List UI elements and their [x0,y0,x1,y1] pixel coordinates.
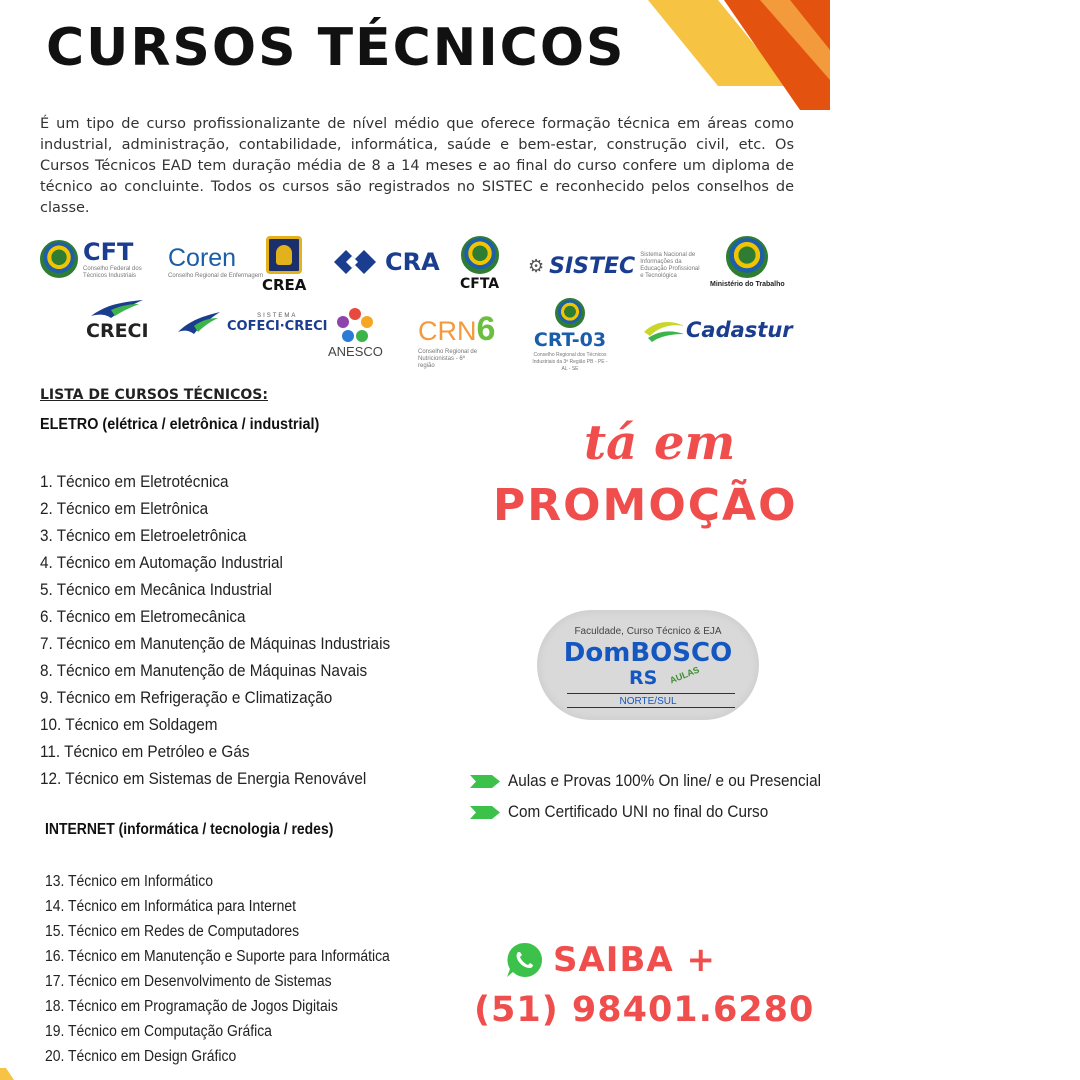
divider [567,693,735,694]
bird-icon [176,310,222,336]
cft-logo [40,238,153,280]
cra-emblem-icon [334,248,380,276]
sistec-label: SISTEC [549,253,636,279]
creci-logo [86,298,149,342]
internet-course-list [45,869,428,1069]
coren-subtitle: Conselho Regional de Enfermagem [168,273,264,279]
decorative-corner [0,1068,14,1080]
cfta-logo [460,236,499,292]
badge-rs: RS [629,667,658,689]
badge-aulas: AULAS [668,664,701,686]
crn-label: CRN [418,316,477,346]
intro-paragraph: É um tipo de curso profissionalizante de nível médio que oferece formação técnica em áreas como industrial, administração, contabilidade, informática, saúde e bem-estar, construção civil, etc. Os Cursos Técnicos EAD tem duração média de 8 a 14 meses e ao final do curso confere um diploma de técnico ao concluinte. Todos os cursos são registrados no SISTEC e reconhecido pelos conselhos de classe. [40,116,794,216]
promo-tagline: tá em [584,415,736,471]
crn-logo [418,310,495,370]
list-item: 2. Técnico em Eletrônica [40,499,209,518]
saiba-mais-label: SAIBA + [553,940,717,980]
ministerio-logo [710,236,785,288]
list-item: 5. Técnico em Mecânica Industrial [40,580,272,599]
badge-region: NORTE/SUL [619,696,677,707]
cra-logo [334,248,440,276]
gear-icon: ⚙ [528,255,545,276]
crea-label: CREA [262,276,307,294]
arrow-right-icon [470,775,500,788]
phone-number[interactable]: (51) 98401.6280 [474,990,815,1030]
crn-subtitle: Conselho Regional de Nutricionistas - 6ª região [418,349,478,369]
cft-label: CFT [83,238,134,266]
page-title: CURSOS TÉCNICOS [46,18,626,78]
crt-label: CRT-03 [533,329,607,351]
dombosco-badge [537,610,759,720]
list-item: 3. Técnico em Eletroeletrônica [40,526,247,545]
saiba-mais-link[interactable] [505,940,716,980]
list-item: 1. Técnico em Eletrotécnica [40,472,229,491]
list-item: 20. Técnico em Design Gráfico [45,1048,237,1065]
list-item: 19. Técnico em Computação Gráfica [45,1023,272,1040]
swoosh-icon [642,318,686,342]
brazil-seal-icon [40,240,78,278]
courses-heading: LISTA DE CURSOS TÉCNICOS: [40,387,268,403]
arrow-right-icon [470,806,500,819]
brazil-seal-icon [555,298,585,328]
crt-logo [530,298,610,373]
cadastur-logo [642,318,793,342]
feature-label: Aulas e Provas 100% On line/ e ou Presencial [508,771,821,790]
list-item: 7. Técnico em Manutenção de Máquinas Industriais [40,634,391,653]
decorative-stripes [640,0,840,110]
category-internet: INTERNET (informática / tecnologia / redes) [45,821,334,838]
sistec-logo [528,252,704,280]
cofeci-top-label: SISTEMA [257,312,298,319]
coren-logo [168,244,263,280]
divider [567,707,735,708]
list-item: 14. Técnico em Informática para Internet [45,898,296,915]
feature-label: Com Certificado UNI no final do Curso [508,802,769,821]
anesco-logo [328,308,383,359]
cft-subtitle: Conselho Federal dos Técnicos Industriais [83,266,142,279]
cfta-label: CFTA [460,276,500,292]
list-item: 10. Técnico em Soldagem [40,715,218,734]
list-item: 18. Técnico em Programação de Jogos Digitais [45,998,338,1015]
badge-brand-bosco: BOSCO [630,638,733,668]
creci-label: CRECI [86,320,149,342]
cofeci-label: COFECI·CRECI [227,318,328,334]
cra-label: CRA [385,248,440,276]
list-item: 9. Técnico em Refrigeração e Climatização [40,688,333,707]
category-eletro: ELETRO (elétrica / eletrônica / industrial) [40,416,320,433]
sistec-subtitle: Sistema Nacional de Informações da Educação Profissional e Tecnológica [640,252,700,279]
coren-label: Coren [168,244,237,272]
list-item: 12. Técnico em Sistemas de Energia Renovável [40,769,367,788]
ministerio-label: Ministério do Trabalho [710,281,785,288]
crea-logo [262,236,306,294]
badge-caption: Faculdade, Curso Técnico & EJA [574,626,722,637]
flower-icon [337,308,373,342]
badge-brand [537,638,759,668]
list-item: 17. Técnico em Desenvolvimento de Sistemas [45,973,332,990]
list-item: 4. Técnico em Automação Industrial [40,553,283,572]
cofeci-logo [176,310,327,336]
bird-icon [89,298,145,320]
list-item: 13. Técnico em Informático [45,873,214,890]
list-item: 8. Técnico em Manutenção de Máquinas Navais [40,661,368,680]
feature-online [470,771,856,791]
crea-emblem-icon [266,236,302,274]
promo-headline: PROMOÇÃO [493,480,798,531]
list-item: 6. Técnico em Eletromecânica [40,607,246,626]
list-item: 11. Técnico em Petróleo e Gás [40,742,250,761]
crn-number: 6 [476,310,496,348]
cadastur-label: Cadastur [686,318,793,342]
anesco-label: ANESCO [328,344,383,359]
brazil-seal-icon [461,236,499,274]
list-item: 16. Técnico em Manutenção e Suporte para Informática [45,948,390,965]
whatsapp-icon [505,941,543,979]
eletro-course-list [40,468,429,792]
badge-brand-dom: Dom [563,638,631,668]
list-item: 15. Técnico em Redes de Computadores [45,923,300,940]
brazil-seal-icon [726,236,768,278]
feature-certificate [470,802,797,822]
crt-subtitle: Conselho Regional dos Técnicos Industriais da 3ª Região PB - PE - AL - SE [532,352,608,372]
